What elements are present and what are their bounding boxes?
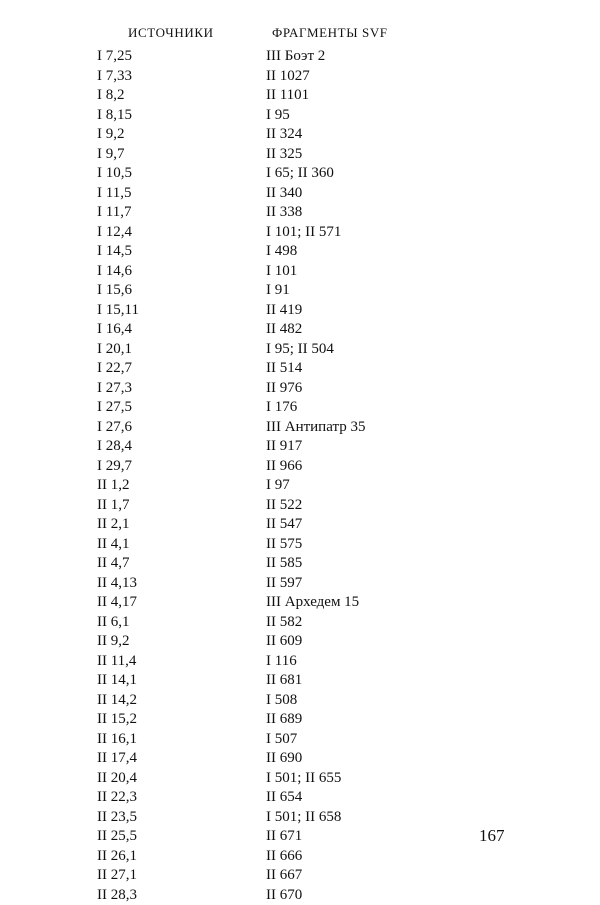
fragment-reference: I 176	[266, 398, 297, 418]
page-number: 167	[479, 826, 505, 846]
fragment-reference: II 1027	[266, 67, 310, 87]
source-reference: II 20,4	[97, 769, 137, 789]
source-reference: I 11,7	[97, 203, 131, 223]
table-row	[0, 418, 600, 438]
fragment-reference: II 1101	[266, 86, 309, 106]
table-row	[0, 86, 600, 106]
source-reference: II 6,1	[97, 613, 130, 633]
fragment-reference: II 419	[266, 301, 302, 321]
table-row	[0, 437, 600, 457]
table-row	[0, 320, 600, 340]
table-row	[0, 749, 600, 769]
table-row	[0, 632, 600, 652]
table-row	[0, 847, 600, 867]
source-reference: I 16,4	[97, 320, 132, 340]
source-reference: II 4,1	[97, 535, 130, 555]
fragment-reference: II 325	[266, 145, 302, 165]
table-row	[0, 476, 600, 496]
fragment-reference: II 514	[266, 359, 302, 379]
fragment-reference: III Антипатр 35	[266, 418, 365, 438]
table-row	[0, 164, 600, 184]
fragment-reference: I 101; II 571	[266, 223, 341, 243]
fragment-reference: II 585	[266, 554, 302, 574]
table-row	[0, 691, 600, 711]
fragment-reference: II 681	[266, 671, 302, 691]
table-row	[0, 886, 600, 905]
source-reference: I 28,4	[97, 437, 132, 457]
fragment-reference: II 670	[266, 886, 302, 905]
fragment-reference: II 522	[266, 496, 302, 516]
table-row	[0, 340, 600, 360]
source-reference: I 10,5	[97, 164, 132, 184]
table-row	[0, 67, 600, 87]
source-reference: II 9,2	[97, 632, 130, 652]
table-row	[0, 457, 600, 477]
fragment-reference: I 498	[266, 242, 297, 262]
fragment-reference: II 482	[266, 320, 302, 340]
header-fragments: ФРАГМЕНТЫ SVF	[272, 25, 388, 41]
table-row	[0, 145, 600, 165]
table-row	[0, 866, 600, 886]
table-row	[0, 379, 600, 399]
fragment-reference: I 101	[266, 262, 297, 282]
source-reference: I 15,6	[97, 281, 132, 301]
fragment-reference: II 667	[266, 866, 302, 886]
header-sources: ИСТОЧНИКИ	[128, 25, 214, 41]
fragment-reference: I 95	[266, 106, 290, 126]
source-reference: I 29,7	[97, 457, 132, 477]
fragment-reference: I 501; II 655	[266, 769, 341, 789]
table-row	[0, 788, 600, 808]
fragment-reference: II 690	[266, 749, 302, 769]
column-headers	[0, 25, 600, 47]
fragment-reference: II 689	[266, 710, 302, 730]
fragment-reference: I 508	[266, 691, 297, 711]
source-reference: I 15,11	[97, 301, 139, 321]
source-reference: II 28,3	[97, 886, 137, 905]
source-reference: II 15,2	[97, 710, 137, 730]
source-reference: II 11,4	[97, 652, 136, 672]
table-row	[0, 613, 600, 633]
table-row	[0, 769, 600, 789]
fragment-reference: I 116	[266, 652, 297, 672]
source-reference: II 26,1	[97, 847, 137, 867]
fragment-reference: II 654	[266, 788, 302, 808]
source-reference: II 1,2	[97, 476, 130, 496]
fragment-reference: II 582	[266, 613, 302, 633]
fragment-reference: II 609	[266, 632, 302, 652]
fragment-reference: II 966	[266, 457, 302, 477]
source-reference: II 25,5	[97, 827, 137, 847]
source-reference: I 8,15	[97, 106, 132, 126]
fragment-reference: I 95; II 504	[266, 340, 334, 360]
source-reference: II 4,7	[97, 554, 130, 574]
fragment-reference: II 976	[266, 379, 302, 399]
source-reference: I 27,3	[97, 379, 132, 399]
fragment-reference: II 324	[266, 125, 302, 145]
source-reference: II 4,17	[97, 593, 137, 613]
table-row	[0, 652, 600, 672]
source-reference: II 4,13	[97, 574, 137, 594]
source-reference: I 20,1	[97, 340, 132, 360]
table-row	[0, 574, 600, 594]
fragment-reference: I 507	[266, 730, 297, 750]
source-reference: I 7,25	[97, 47, 132, 67]
table-row	[0, 281, 600, 301]
source-reference: II 23,5	[97, 808, 137, 828]
fragment-reference: I 65; II 360	[266, 164, 334, 184]
source-reference: I 22,7	[97, 359, 132, 379]
source-reference: II 22,3	[97, 788, 137, 808]
table-row	[0, 808, 600, 828]
fragment-reference: II 666	[266, 847, 302, 867]
fragment-reference: I 501; II 658	[266, 808, 341, 828]
table-row	[0, 262, 600, 282]
fragment-reference: III Архедем 15	[266, 593, 359, 613]
table-row	[0, 827, 600, 847]
table-row	[0, 223, 600, 243]
source-reference: II 14,2	[97, 691, 137, 711]
table-row	[0, 106, 600, 126]
table-row	[0, 671, 600, 691]
source-reference: II 17,4	[97, 749, 137, 769]
source-reference: I 8,2	[97, 86, 125, 106]
fragment-reference: II 340	[266, 184, 302, 204]
table-row	[0, 47, 600, 67]
concordance-table	[0, 47, 600, 905]
table-row	[0, 184, 600, 204]
table-row	[0, 359, 600, 379]
table-row	[0, 554, 600, 574]
source-reference: I 12,4	[97, 223, 132, 243]
source-reference: I 27,5	[97, 398, 132, 418]
table-row	[0, 535, 600, 555]
table-row	[0, 515, 600, 535]
source-reference: II 27,1	[97, 866, 137, 886]
table-row	[0, 398, 600, 418]
source-reference: I 7,33	[97, 67, 132, 87]
source-reference: II 2,1	[97, 515, 130, 535]
table-row	[0, 710, 600, 730]
source-reference: I 14,6	[97, 262, 132, 282]
source-reference: I 9,7	[97, 145, 125, 165]
fragment-reference: II 575	[266, 535, 302, 555]
table-row	[0, 203, 600, 223]
fragment-reference: I 97	[266, 476, 290, 496]
source-reference: I 11,5	[97, 184, 131, 204]
source-reference: I 14,5	[97, 242, 132, 262]
table-row	[0, 730, 600, 750]
fragment-reference: II 547	[266, 515, 302, 535]
table-row	[0, 496, 600, 516]
source-reference: II 1,7	[97, 496, 130, 516]
fragment-reference: II 597	[266, 574, 302, 594]
source-reference: II 14,1	[97, 671, 137, 691]
fragment-reference: II 338	[266, 203, 302, 223]
source-reference: II 16,1	[97, 730, 137, 750]
table-row	[0, 301, 600, 321]
fragment-reference: I 91	[266, 281, 290, 301]
table-row	[0, 125, 600, 145]
fragment-reference: III Боэт 2	[266, 47, 325, 67]
source-reference: I 9,2	[97, 125, 125, 145]
table-row	[0, 593, 600, 613]
table-row	[0, 242, 600, 262]
source-reference: I 27,6	[97, 418, 132, 438]
fragment-reference: II 917	[266, 437, 302, 457]
fragment-reference: II 671	[266, 827, 302, 847]
